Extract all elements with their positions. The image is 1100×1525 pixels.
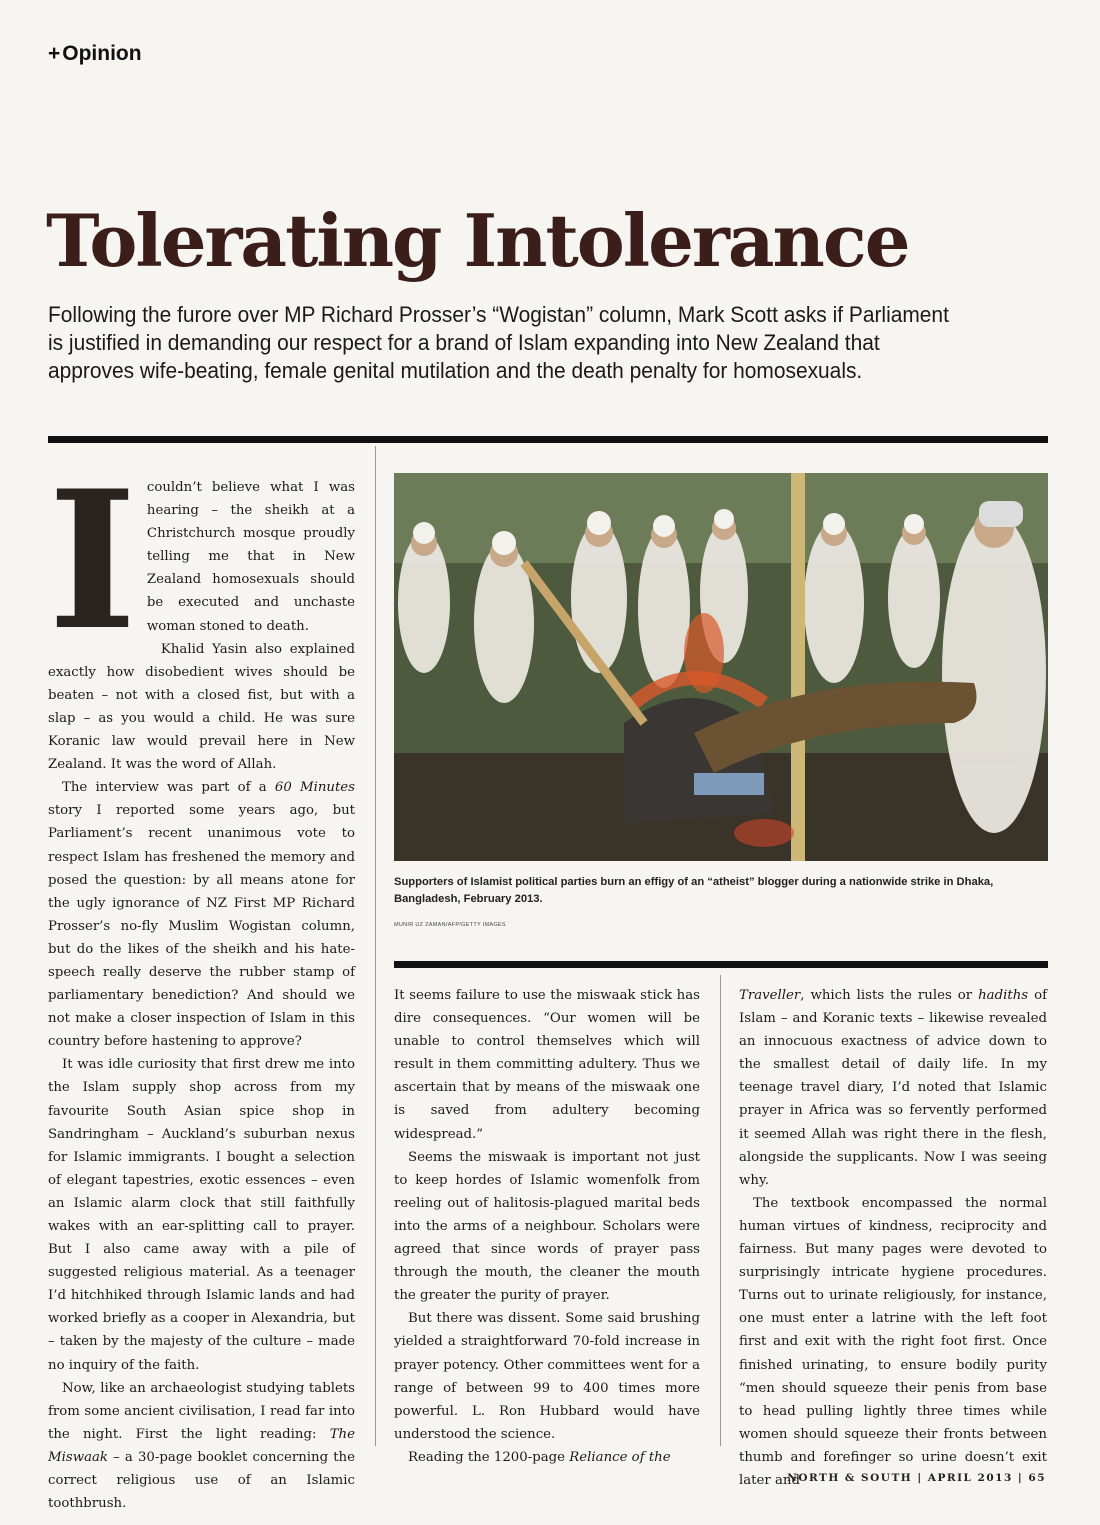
article-column-1 [48,449,355,1515]
paragraph-text: of Islam – and Koranic texts – likewise revealed an innocuous exactness of advice down to the smallest detail of daily life. In my teenage travel diary, I’d noted that Islamic prayer in Africa was so fervently performed it seemed Allah was right there in the flesh, alongside the supplicants. Now I was seeing why. [739,988,1048,1188]
plus-icon: + [48,42,61,65]
top-rule [48,436,1048,443]
paragraph-text: The interview was part of a [62,780,275,796]
page-footer: NORTH & SOUTH | APRIL 2013 | 65 [787,1472,1046,1484]
emphasis-text: Traveller [739,988,801,1003]
paragraph-text: Now, like an archaeologist studying tablets from some ancient civilisation, I read far into the night. First the light reading: [48,1380,355,1442]
mid-rule [394,961,1048,968]
paragraph-text: couldn’t believe what I was hearing – the sheikh at a Christchurch mosque proudly telling me that in New Zealand homosexuals should be executed and unchaste woman stoned to death. [146,480,355,634]
headline: Tolerating Intolerance [46,198,909,283]
paragraph [739,984,1047,1192]
paragraph-text: – a 30-page booklet concerning the correct religious use of an Islamic toothbrush. [48,1449,355,1512]
article-column-3 [739,984,1047,1492]
paragraph: It was idle curiosity that first drew me into the Islam supply shop across from my favourite South Asian spice shop in Sandringham – Auckland’s suburban nexus for Islamic immigrants. I bought a selection of elegant tapestries, exotic essences – even an Islamic alarm clock that still faithfully wakes with an ear-splitting call to prayer. But I also came away with a pile of suggested religious material. As a teenager I’d hitchhiked through Islamic lands and had worked briefly as a cooper in Alexandria, but – taken by the majesty of the culture – made no inquiry of the faith. [48,1057,355,1373]
emphasis-text: The Miswaak [48,1426,355,1465]
paragraph [48,1377,355,1516]
paragraph: The textbook encompassed the normal human virtues of kindness, reciprocity and fairness. But many pages were devoted to surprisingly intricate hygiene procedures. Turns out to urinate religiously, for instance, one must enter a latrine with the left foot first and exit with the right foot first. Once finished urinating, to ensure bodily purity “men should squeeze their penis from base to head pulling lightly three times while women should squeeze their fronts between thumb and forefinger so urine doesn’t exit later and [739,1195,1047,1488]
paragraph: But there was dissent. Some said brushing yielded a straightforward 70-fold increase in prayer potency. Other committees went for a range of between 99 to 400 times more powerful. L. Ron Hubbard would have understood the science. [394,1311,700,1442]
paragraph-text: story I reported some years ago, but Parliament’s recent unanimous vote to respect Islam has freshened the memory and posed the question: by all means atone for the ugly ignorance of NZ First MP Richard Prosser’s no-fly Muslim Wogistan column, but do the likes of the sheikh and his hate-speech really deserve the rubber stamp of parliamentary benediction? And should we not make a closer inspection of Islam in this country before hastening to approve? [48,803,355,1050]
photo-caption: Supporters of Islamist political parties burn an effigy of an “atheist” blogger during a nationwide strike in Dhaka, Bangladesh, February 2013. [394,876,994,905]
section-label-text: Opinion [62,42,142,65]
paragraph [394,1446,700,1469]
paragraph [48,776,355,1053]
paragraph: It seems failure to use the miswaak stick has dire consequences. “Our women will be unable to control themselves which will result in them committing adultery. Thus we ascertain that by means of the miswaak one is saved from adultery becoming widespread.” [394,988,700,1142]
paragraph-text: Reading the 1200-page [408,1449,570,1465]
photo-illustration [394,473,1048,861]
paragraph [48,449,355,672]
emphasis-text: hadiths [978,988,1029,1003]
section-label [48,42,142,66]
drop-cap: I [48,449,137,672]
news-photo [394,473,1048,861]
article-column-2 [394,984,700,1469]
emphasis-text: Reliance of the [569,1449,671,1465]
paragraph: Khalid Yasin also explained exactly how disobedient wives should be beaten – not with a closed fist, but with a slap – as you would a child. He was sure Koranic law would prevail here in New Zealand. It was the word of Allah. [48,641,355,773]
paragraph-text: , which lists the rules or [800,988,979,1003]
column-divider-left [375,446,376,1446]
emphasis-text: 60 Minutes [274,780,355,796]
standfirst: Following the furore over MP Richard Prosser’s “Wogistan” column, Mark Scott asks if Parliament is justified in demanding our respect for a brand of Islam expanding into New Zealand that approves wife-beating, female genital mutilation and the death penalty for homosexuals. [48,302,949,383]
photo-credit: MUNIR UZ ZAMAN/AFP/GETTY IMAGES [394,922,506,928]
paragraph: Seems the miswaak is important not just to keep hordes of Islamic womenfolk from reeling out of halitosis-plagued marital beds into the arms of a neighbour. Scholars were agreed that since words of prayer pass through the mouth, the cleaner the mouth the greater the purity of prayer. [394,1149,700,1304]
column-divider-right [720,975,721,1446]
